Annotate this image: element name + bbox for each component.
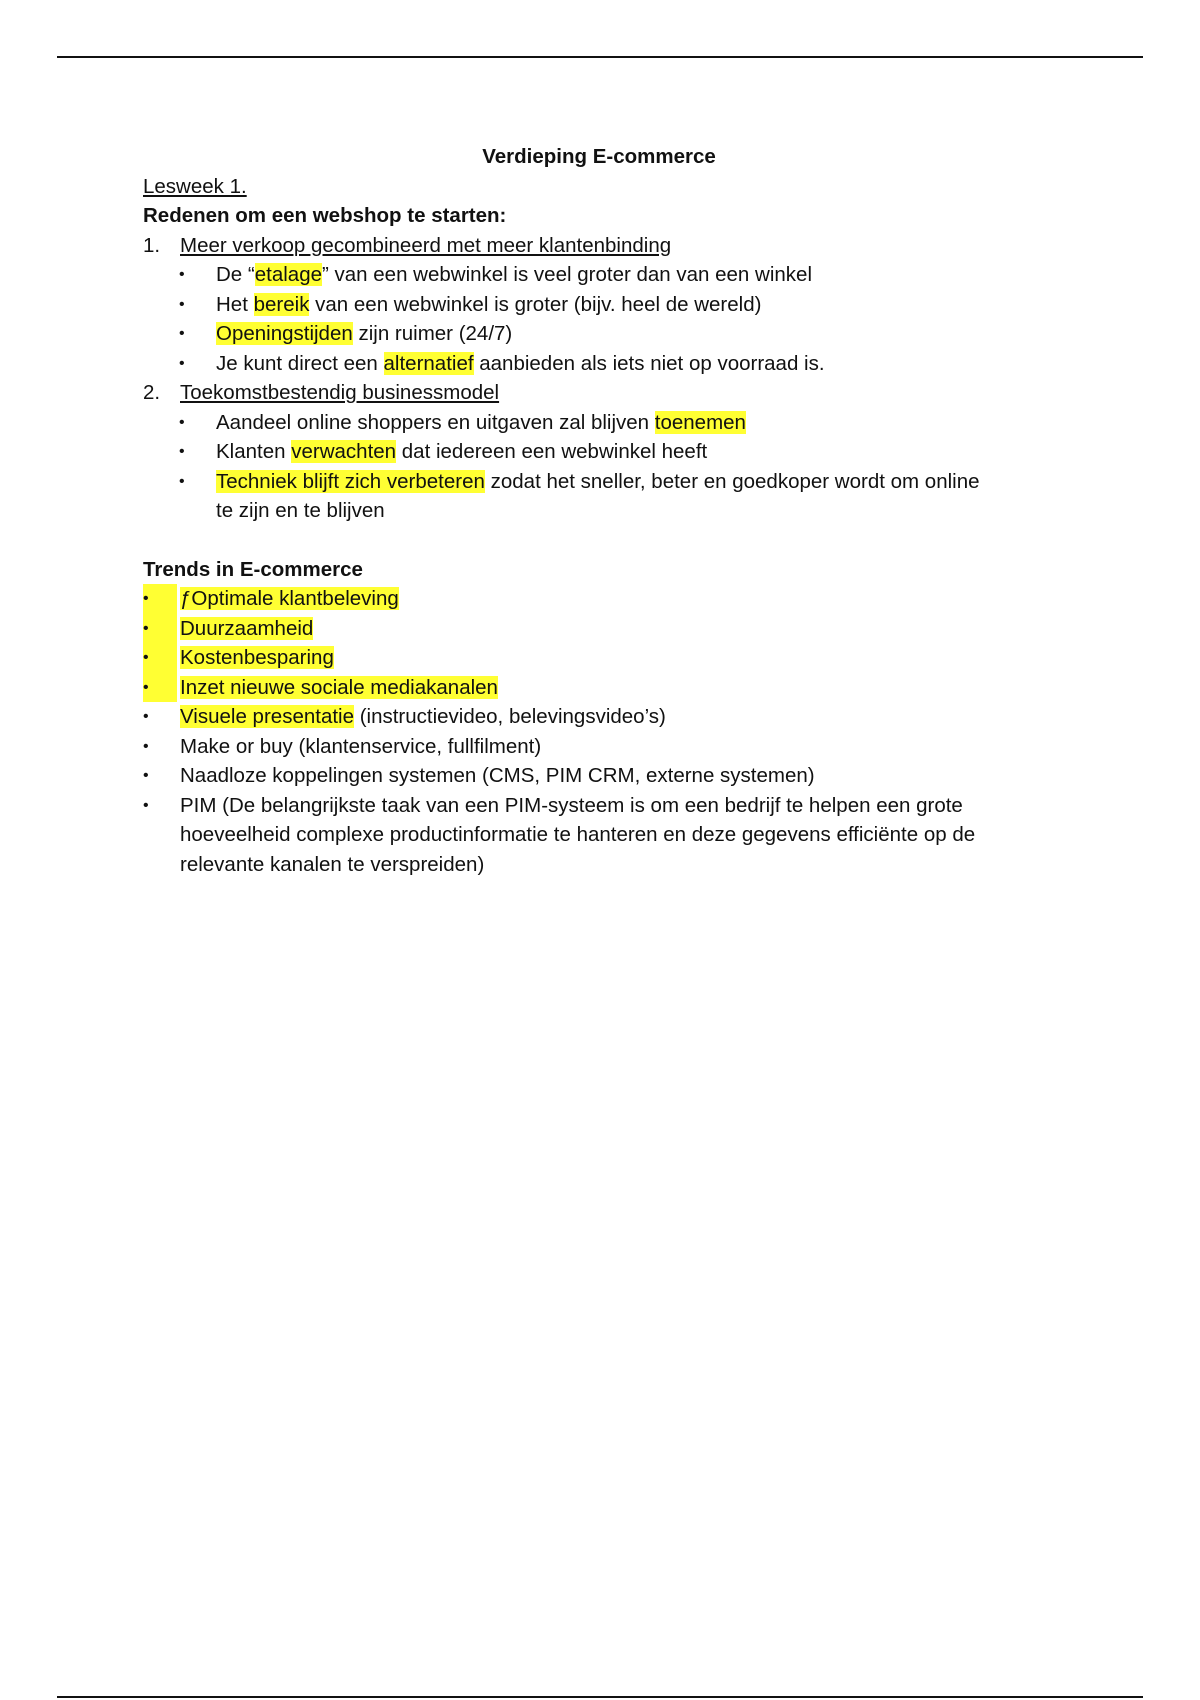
bullet-item (143, 408, 1073, 438)
bullet-icon: • (179, 325, 185, 342)
trend-item (143, 614, 1073, 644)
trend-item (143, 761, 1073, 791)
bullet-item (143, 319, 1073, 349)
bullet-text: zodat het sneller, beter en goedkoper wordt om online (484, 469, 980, 493)
bullet-text: Aandeel online shoppers en uitgaven zal blijven (216, 410, 655, 434)
bullet-text: aanbieden als iets niet op voorraad is. (473, 351, 825, 375)
highlighted-text: toenemen (654, 410, 746, 434)
week-label: Lesweek 1. (143, 174, 247, 198)
highlighted-text: etalage (254, 263, 322, 286)
bullet-icon: • (179, 443, 185, 460)
bullet-icon: • (143, 737, 149, 755)
highlighted-text: alternatief (383, 351, 474, 375)
bullet-icon: • (179, 354, 185, 372)
bullet-item (143, 349, 1073, 379)
bullet-text: ” van een webwinkel is veel groter dan van een winkel (322, 263, 812, 286)
highlighted-text: Openingstijden (216, 322, 353, 345)
header-rule (57, 56, 1143, 58)
bullet-icon: • (143, 584, 177, 614)
numbered-item (143, 378, 1073, 408)
trend-text: PIM (De belangrijkste taak van een PIM-systeem is om een bedrijf te helpen een grote (180, 793, 963, 817)
bullet-icon: • (179, 413, 185, 431)
highlighted-text: Kostenbesparing (180, 646, 334, 669)
numbered-item-label: Meer verkoop gecombineerd met meer klantenbinding (180, 233, 672, 257)
spacer (143, 526, 1073, 555)
highlighted-text: bereik (253, 292, 310, 316)
bullet-text: van een webwinkel is groter (bijv. heel de wereld) (309, 292, 762, 316)
footer-rule (57, 1696, 1143, 1698)
trend-text: (instructievideo, belevingsvideo’s) (354, 705, 666, 728)
bullet-item (143, 467, 1073, 497)
bullet-icon: • (143, 708, 149, 725)
bullet-text: Klanten (216, 440, 292, 463)
highlighted-text: Techniek blijft zich verbeteren (216, 469, 485, 493)
trend-text: Make or buy (klantenservice, fullfilment) (180, 734, 542, 758)
trend-item (143, 791, 1073, 821)
trends-list (143, 584, 1073, 879)
trend-item (143, 673, 1073, 703)
bullet-text: dat iedereen een webwinkel heeft (396, 440, 708, 463)
bullet-icon: • (143, 614, 177, 644)
trend-item (143, 643, 1073, 673)
bullet-item (143, 437, 1073, 467)
bullet-icon: • (143, 673, 177, 703)
numbered-item (143, 231, 1073, 261)
trend-item (143, 732, 1073, 762)
bullet-icon: • (143, 643, 177, 673)
section-heading-trends: Trends in E-commerce (143, 557, 363, 581)
trend-item (143, 584, 1073, 614)
numbered-item-label: Toekomstbestendig businessmodel (180, 381, 500, 404)
highlighted-text: ƒOptimale klantbeleving (180, 587, 399, 610)
trend-text: Naadloze koppelingen systemen (CMS, PIM CRM, externe systemen) (180, 764, 815, 787)
highlighted-text: Visuele presentatie (180, 705, 354, 728)
highlighted-text: Inzet nieuwe sociale mediakanalen (180, 675, 498, 699)
bullet-text: Je kunt direct een (216, 351, 384, 375)
highlighted-text: verwachten (291, 440, 397, 463)
bullet-item (143, 290, 1073, 320)
document-title: Verdieping E-commerce (482, 145, 716, 168)
bullet-continuation: te zijn en te blijven (216, 499, 385, 522)
document-body (143, 142, 1073, 879)
bullet-item (143, 260, 1073, 290)
bullet-icon: • (179, 266, 185, 283)
bullet-text: zijn ruimer (24/7) (352, 322, 513, 345)
bullet-icon: • (179, 295, 185, 313)
bullet-icon: • (179, 472, 185, 490)
bullet-text: Het (216, 292, 254, 316)
reasons-list (143, 231, 1073, 526)
trend-continuation: relevante kanalen te verspreiden) (180, 852, 485, 876)
bullet-icon: • (143, 767, 149, 784)
trend-continuation: hoeveelheid complexe productinformatie te hanteren en deze gegevens efficiënte op de (180, 823, 976, 846)
list-number: 1. (143, 233, 161, 257)
list-number: 2. (143, 381, 161, 404)
bullet-text: De “ (216, 263, 255, 286)
bullet-icon: • (143, 796, 149, 814)
trend-item (143, 702, 1073, 732)
highlighted-text: Duurzaamheid (180, 616, 314, 640)
section-heading-reasons: Redenen om een webshop te starten: (143, 204, 507, 227)
